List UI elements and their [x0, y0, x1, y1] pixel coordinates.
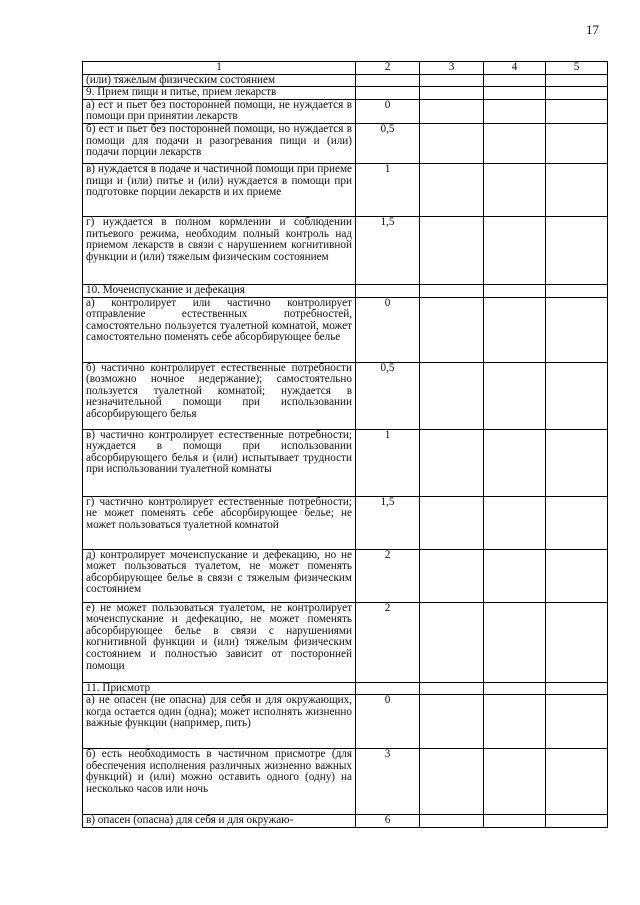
row-col-3 — [420, 496, 484, 549]
row-col-5 — [546, 297, 608, 362]
row-score — [356, 74, 420, 87]
row-description: е) не может пользоваться туалетом, не контролирует мочеиспускание и дефекацию, не может поменять абсорбирующее белье в связи с нарушениями когнитивной функции и (или) тяжелым физическим состоянием и полностью зависит от посторонней помощи — [83, 602, 356, 682]
row-col-3 — [420, 549, 484, 602]
table-row — [83, 749, 608, 815]
row-description: в) частично контролирует естественные потребности; нуждается в помощи при использовании абсорбирующего белья и (или) испытывает трудности при использовании туалетной комнаты — [83, 429, 356, 496]
table-row — [83, 602, 608, 682]
header-col-4: 4 — [484, 62, 546, 75]
row-score — [356, 284, 420, 297]
row-col-5 — [546, 496, 608, 549]
row-col-5 — [546, 123, 608, 163]
row-col-4 — [484, 216, 546, 284]
table-row — [83, 496, 608, 549]
row-description: г) нуждается в полном кормлении и соблюдении питьевого режима, необходим полный контроль над приемом лекарств в связи с нарушением когнитивной функции и (или) тяжелым физическим состоянием — [83, 216, 356, 284]
row-description: а) не опасен (не опасна) для себя и для окружающих, когда остается один (одна); может исполнять жизненно важные функции (например, пить) — [83, 695, 356, 749]
row-col-4 — [484, 163, 546, 216]
row-col-5 — [546, 602, 608, 682]
table-row — [83, 695, 608, 749]
row-score: 1 — [356, 429, 420, 496]
row-col-3 — [420, 429, 484, 496]
row-col-4 — [484, 815, 546, 828]
header-col-5: 5 — [546, 62, 608, 75]
row-col-5 — [546, 87, 608, 100]
section-row — [83, 682, 608, 695]
row-col-4 — [484, 99, 546, 123]
row-score: 2 — [356, 549, 420, 602]
row-col-5 — [546, 429, 608, 496]
row-col-3 — [420, 695, 484, 749]
row-description: 11. Присмотр — [83, 682, 356, 695]
row-description: 10. Мочеиспускание и дефекация — [83, 284, 356, 297]
row-description: а) ест и пьет без посторонней помощи, не нуждается в помощи при принятии лекарств — [83, 99, 356, 123]
section-row — [83, 87, 608, 100]
row-score: 1,5 — [356, 496, 420, 549]
row-score: 0 — [356, 99, 420, 123]
table-row — [83, 815, 608, 828]
row-col-3 — [420, 815, 484, 828]
row-col-3 — [420, 682, 484, 695]
row-col-5 — [546, 815, 608, 828]
row-description: а) контролирует или частично контролирует отправление естественных потребностей, самостоятельно пользуется туалетной комнатой, может самостоятельно поменять себе абсорбирующее белье — [83, 297, 356, 362]
row-col-4 — [484, 74, 546, 87]
table-row — [83, 74, 608, 87]
row-col-5 — [546, 216, 608, 284]
row-col-3 — [420, 362, 484, 429]
row-score: 0,5 — [356, 362, 420, 429]
row-description: б) есть необходимость в частичном присмотре (для обеспечения исполнения различных жизненно важных функций) и (или) можно оставить одного (одну) на несколько часов или ночь — [83, 749, 356, 815]
row-col-3 — [420, 99, 484, 123]
row-col-4 — [484, 284, 546, 297]
row-description: (или) тяжелым физическим состоянием — [83, 74, 356, 87]
row-col-4 — [484, 87, 546, 100]
row-col-5 — [546, 74, 608, 87]
header-col-3: 3 — [420, 62, 484, 75]
section-row — [83, 284, 608, 297]
row-col-4 — [484, 682, 546, 695]
row-col-5 — [546, 695, 608, 749]
table-row — [83, 163, 608, 216]
row-description: д) контролирует мочеиспускание и дефекацию, но не может пользоваться туалетом, не может поменять абсорбирующее белье в связи с тяжелым физическим состоянием — [83, 549, 356, 602]
row-col-3 — [420, 284, 484, 297]
row-score: 0,5 — [356, 123, 420, 163]
row-col-4 — [484, 695, 546, 749]
row-description: в) нуждается в подаче и частичной помощи при приеме пищи и (или) питье и (или) нуждается в помощи при подготовке порции лекарств и их приеме — [83, 163, 356, 216]
header-col-2: 2 — [356, 62, 420, 75]
row-col-3 — [420, 163, 484, 216]
row-score: 1,5 — [356, 216, 420, 284]
row-score: 0 — [356, 695, 420, 749]
row-col-4 — [484, 429, 546, 496]
row-description: б) ест и пьет без посторонней помощи, но нуждается в помощи для подачи и разогревания пищи и (или) подачи порции лекарств — [83, 123, 356, 163]
row-description: б) частично контролирует естественные потребности (возможно ночное недержание); самостоятельно пользуется туалетной комнатой; нуждается в незначительной помощи при использовании абсорбирующего белья — [83, 362, 356, 429]
row-col-4 — [484, 549, 546, 602]
row-score: 1 — [356, 163, 420, 216]
row-col-4 — [484, 362, 546, 429]
row-score: 0 — [356, 297, 420, 362]
table-row — [83, 549, 608, 602]
row-col-3 — [420, 602, 484, 682]
row-col-4 — [484, 749, 546, 815]
row-col-4 — [484, 297, 546, 362]
row-col-5 — [546, 682, 608, 695]
row-col-3 — [420, 123, 484, 163]
row-col-4 — [484, 602, 546, 682]
row-description: 9. Прием пищи и питье, прием лекарств — [83, 87, 356, 100]
row-col-3 — [420, 74, 484, 87]
row-col-4 — [484, 496, 546, 549]
table-row — [83, 99, 608, 123]
row-col-5 — [546, 749, 608, 815]
row-col-5 — [546, 163, 608, 216]
row-col-5 — [546, 549, 608, 602]
page-number: 17 — [586, 22, 599, 37]
row-col-3 — [420, 297, 484, 362]
row-col-5 — [546, 99, 608, 123]
table-row — [83, 429, 608, 496]
row-col-3 — [420, 87, 484, 100]
table-header-row — [83, 62, 608, 75]
row-description: в) опасен (опасна) для себя и для окружаю- — [83, 815, 356, 828]
assessment-table — [82, 61, 608, 828]
row-col-3 — [420, 749, 484, 815]
row-score: 6 — [356, 815, 420, 828]
row-col-5 — [546, 362, 608, 429]
row-score: 2 — [356, 602, 420, 682]
table-row — [83, 362, 608, 429]
row-col-4 — [484, 123, 546, 163]
row-score — [356, 682, 420, 695]
row-score — [356, 87, 420, 100]
table-row — [83, 297, 608, 362]
row-col-3 — [420, 216, 484, 284]
table-row — [83, 216, 608, 284]
row-score: 3 — [356, 749, 420, 815]
table-row — [83, 123, 608, 163]
header-col-1: 1 — [83, 62, 356, 75]
row-description: г) частично контролирует естественные потребности; не может поменять себе абсорбирующее белье; не может пользоваться туалетной комнатой — [83, 496, 356, 549]
row-col-5 — [546, 284, 608, 297]
